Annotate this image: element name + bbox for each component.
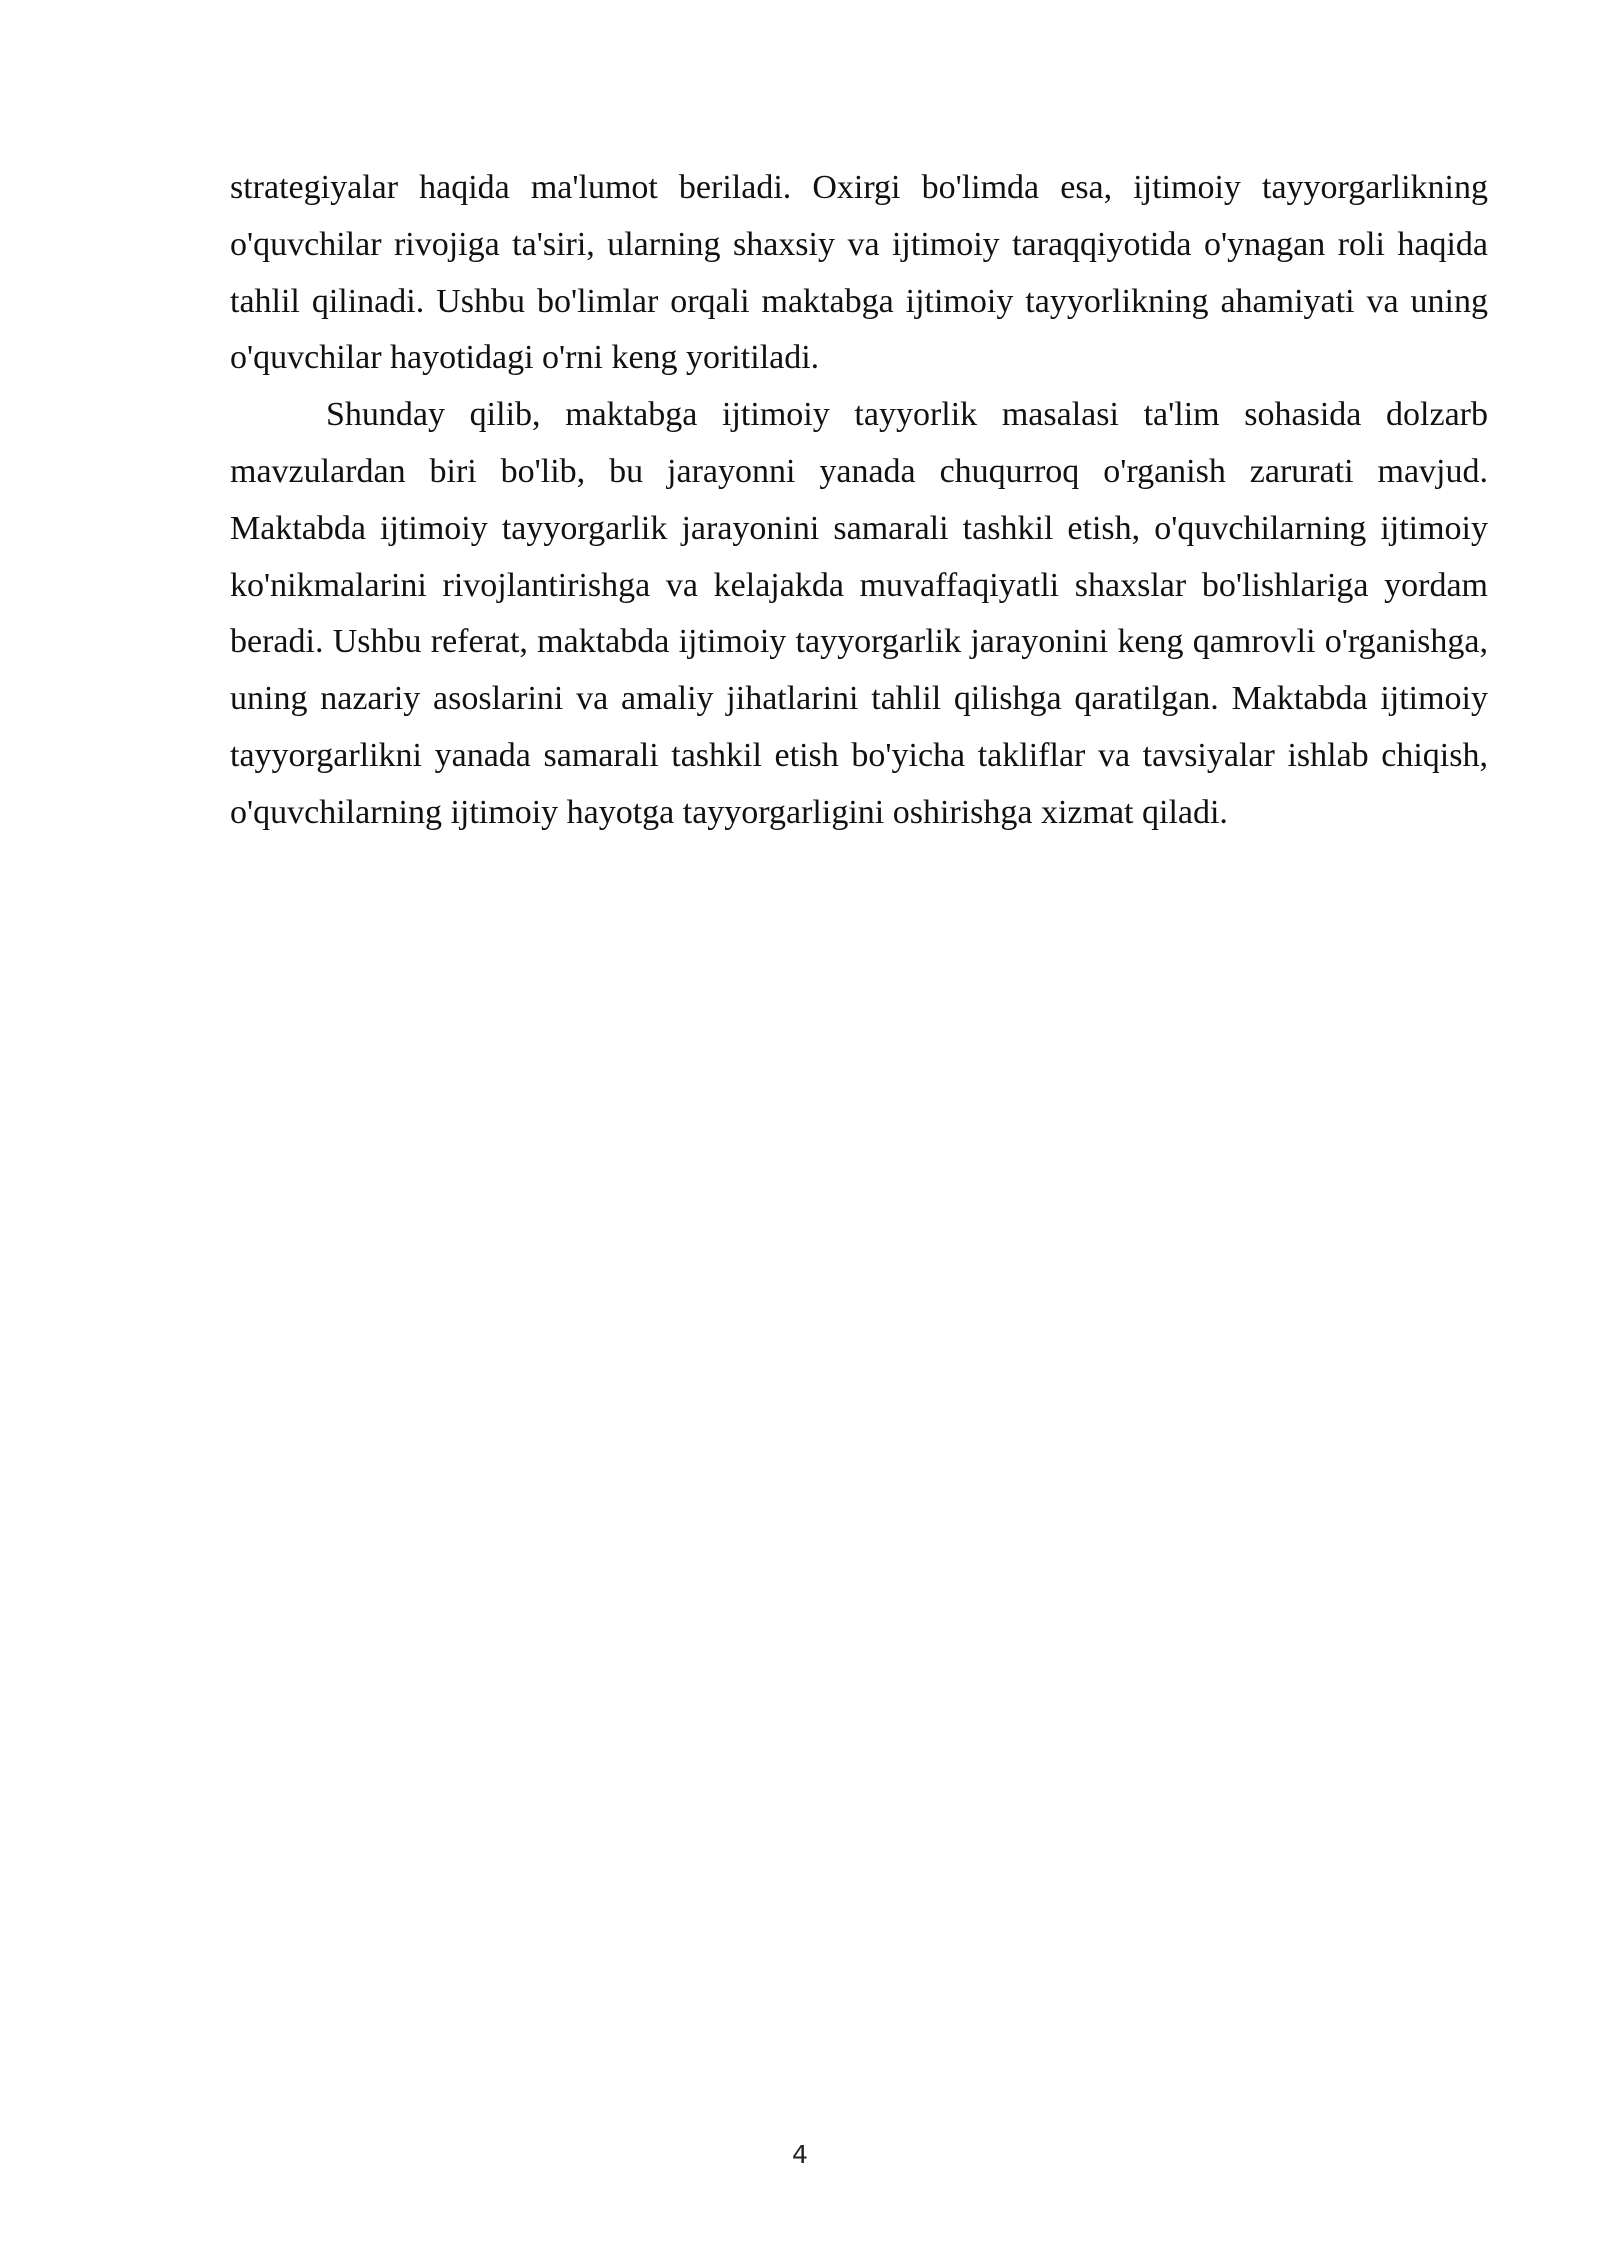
- body-text: [230, 160, 1488, 842]
- paragraph-conclusion: Shunday qilib, maktabga ijtimoiy tayyorlik masalasi ta'lim sohasida dolzarb mavzulardan biri bo'lib, bu jarayonni yanada chuqurroq o'rganish zarurati mavjud. Maktabda ijtimoiy tayyorgarlik jarayonini samarali tashkil etish, o'quvchilarning ijtimoiy ko'nikmalarini rivojlantirishga va kelajakda muvaffaqiyatli shaxslar bo'lishlariga yordam beradi. Ushbu referat, maktabda ijtimoiy tayyorgarlik jarayonini keng qamrovli o'rganishga, uning nazariy asoslarini va amaliy jihatlarini tahlil qilishga qaratilgan. Maktabda ijtimoiy tayyorgarlikni yanada samarali tashkil etish bo'yicha takliflar va tavsiyalar ishlab chiqish, o'quvchilarning ijtimoiy hayotga tayyorgarligini oshirishga xizmat qiladi.: [230, 396, 1488, 831]
- paragraph-continuation: strategiyalar haqida ma'lumot beriladi. Oxirgi bo'limda esa, ijtimoiy tayyorgarlikning o'quvchilar rivojiga ta'siri, ularning shaxsiy va ijtimoiy taraqqiyotida o'ynagan roli haqida tahlil qilinadi. Ushbu bo'limlar orqali maktabga ijtimoiy tayyorlikning ahamiyati va uning o'quvchilar hayotidagi o'rni keng yoritiladi.: [230, 169, 1488, 377]
- page-number: 4: [792, 2140, 808, 2169]
